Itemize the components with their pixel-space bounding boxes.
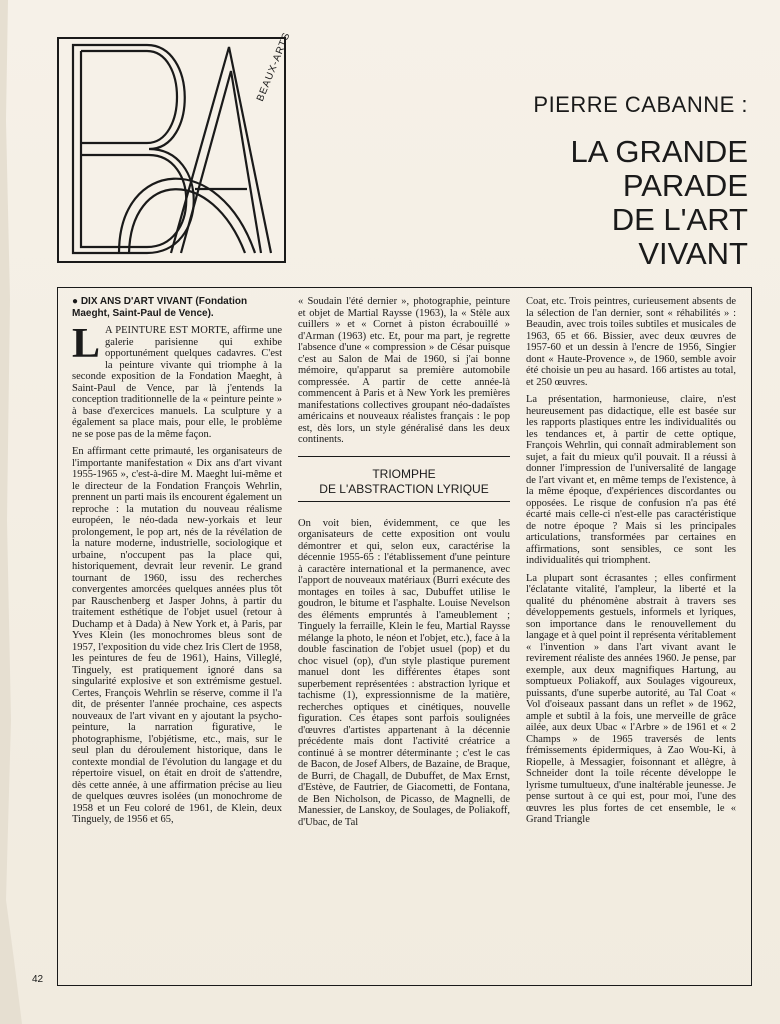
lead-paragraph [72, 321, 282, 440]
body-paragraph: En affirmant cette primauté, les organisateurs de l'importante manifestation « Dix ans d'art vivant 1955-1965 », c'est-à-dire M. Maeght lui-même et le directeur de la Fondation François Wehrlin, prennent un parti mais ils encourent également un reproche : la mutation du nouveau réalisme européen, le néo-dada new-yorkais et leur prolongement, le pop art, nés de la révélation de la nature moderne, industrielle, sociologique et urbaine, n'occupent pas la place qui, historiquement, devrait leur revenir. Le grand tournant de 1960, issu des recherches convergentes amorcées quelques années plus tôt par Rauschenberg et Jasper Johns, à partir du traitement esthétique de l'objet usuel (retour à Duchamp et à Dada) à New York et, à Paris, par Yves Klein (les monochromes bleus sont de 1957, l'exposition du vide chez Iris Clert de 1958, les peintures de feu de 1961), Hains, Villeglé, Tinguely, est pratiquement ignoré dans sa singularité explosive et son extrémisme gestuel. Certes, François Wehrlin se réserve, comme il l'a dit, de présenter l'année prochaine, ces aspects nouveaux de l'art vivant en y ajoutant la psycho-peinture, la narration figurative, le photographisme, l'objétisme, etc., mais, sur le seul plan du déroulement historique, dans le contexte mondial de l'évolution du langage et du répertoire visuel, on était en droit de s'attendre, dès cette année, à une affirmation précise au lieu de quelques œuvres isolées (un monochrome de 1958 et un Feu coloré de 1961, de Klein, deux Tinguely, de 1956 et 65, [72, 446, 282, 825]
beaux-arts-logo [57, 30, 293, 263]
title-line: LA GRANDE [570, 134, 748, 169]
column-3 [526, 296, 736, 980]
section-heading-line: DE L'ABSTRACTION LYRIQUE [319, 481, 489, 496]
logo-label: BEAUX-ARTS [255, 30, 293, 104]
title-line: DE L'ART [611, 202, 748, 237]
article-frame [57, 287, 752, 986]
section-heading [298, 456, 510, 508]
monogram-icon [59, 39, 284, 261]
section-divider [298, 501, 510, 502]
body-paragraph: La plupart sont écrasantes ; elles confirment l'éclatante vitalité, l'ampleur, la liberté et la qualité du phénomène abstrait à travers ses développements gestuels, informels et lyriques, son importance dans le renouvellement du langage et à quel point il représenta véritablement « l'invention » dans l'art vivant avant le revirement réaliste des années 1960. Je pense, par exemple, aux deux magnifiques Hartung, au somptueux Poliakoff, aux Soulages vigoureux, puissants, d'une superbe autorité, au Tal Coat « Vol d'oiseaux passant dans un reflet » de 1962, ample et subtil à la fois, une merveille de grâce ailée, aux deux Ubac « l'Arbre » de 1961 et « 2 Champs » de 1965 traversés de lents frémissements épidermiques, à Zao Wou-Ki, à Riopelle, à Messagier, foisonnant et allègre, à Schneider dont la toile récente développe le lyrisme tumultueux, d'une inaltérable jeunesse. Je pense surtout à ce qui est, pour moi, l'une des œuvres les plus fortes de cet ensemble, le « Grand Triangle [526, 572, 736, 825]
torn-edge [0, 0, 30, 1024]
exhibition-caption: ● DIX ANS D'ART VIVANT (Fondation Maeght, Saint-Paul de Vence). [72, 296, 248, 319]
article-title [488, 135, 748, 271]
body-paragraph: La présentation, harmonieuse, claire, n'est heureusement pas didactique, elle est basée sur les rapports plastiques entre les individualités ou les tendances et, à partir de cette optique, François Wehrlin, qui connaît admirablement son sujet, a fait du mieux qu'il pouvait. Il a réussi à donner l'impression de l'universalité de langage de l'art vivant et, en même temps de l'existence, à la même époque, d'expériences discordantes ou opposées. Le risque de confusion n'a pas été écarté mais celle-ci n'est-elle pas caractéristique de notre époque ? Mais si les principales articulations, transformées par certaines en affirmations, sont sensibles, ce sont les individualités qui triomphent. [526, 394, 736, 566]
lead-text: A PEINTURE EST MORTE, affirme une galerie parisienne qui exhibe opportunément quelques cadavres. C'est la peinture vivante qui triomphe à la seconde exposition de la Fondation Maeght, à Saint-Paul de Vence, par là j'entends la conception traditionnelle de la « peinture peinte » à base d'exercices manuels. La sculpture y a également sa place mais, pour elle, le problème ne se pose pas de la même façon. [72, 325, 282, 440]
column-1 [72, 296, 282, 980]
body-paragraph: « Soudain l'été dernier », photographie, peinture et objet de Martial Raysse (1963), la « Stèle aux cuillers » et « Cornet à piston écrabouillé » d'Arman (1963) etc. Et, pour ma part, je regrette l'absence d'une « compression » de César puisque c'est au Salon de Mai de 1960, si j'ai bonne mémoire, qu'apparut sa première automobile compressée. A partir de cette année-là commencent à Paris et à New York les premières manifestations collectives groupant néo-dadaïstes américains et nouveaux réalistes français : le pop est, dès lors, un style généralisé dans les deux continents. [298, 296, 510, 445]
body-paragraph: Coat, etc. Trois peintres, curieusement absents de la sélection de l'an dernier, sont « réhabilités » : Beaudin, avec trois toiles subtiles et musicales de 1963, 65 et 66. Bissier, avec deux œuvres de 1957-60 et un dessin à l'encre de 1956, Singier dont « Haute-Provence », de 1960, semble avoir été choisie un peu au hasard. 166 artistes au total, et 250 œuvres. [526, 296, 736, 388]
body-paragraph: On voit bien, évidemment, ce que les organisateurs de cette exposition ont voulu démontrer et qui, selon eux, caractérise la décennie 1955-65 : l'établissement d'une peinture à caractère international et la permanence, avec l'apport de nouveaux matériaux (Burri exécute des montages en toiles à sac, Dubuffet utilise le goudron, le bitume et l'asphalte. Louise Nevelson des éléments empruntés à l'ameublement ; Tinguely la ferraille, Klein le feu, Martial Raysse mélange la photo, le néon et l'objet, etc.), face à la double fascination de l'objet usuel (pop) et du choc visuel (op), d'un style plastique purement manuel dont les différentes étapes sont superbement représentées : abstraction lyrique et tachisme (1), expressionnisme de la matière, recherches optiques et cinétiques, nouvelle figuration. Ces étapes sont parfois soulignées d'œuvres d'artistes appartenant à la décennie précédente mais dont l'activité créatrice a continué à se montrer déterminante ; c'est le cas de Bacon, de Josef Albers, de Bazaine, de Braque, de Burri, de Chagall, de Dubuffet, de Max Ernst, d'Estève, de Fautrier, de Giacometti, de Fontana, de Ben Nicholson, de Picasso, de Magnelli, de Manessier, de Lanskoy, de Soulages, de Poliakoff, d'Ubac, de Tal [298, 517, 510, 828]
column-2 [298, 296, 510, 980]
drop-cap: L [72, 321, 101, 367]
title-line: VIVANT [638, 236, 748, 271]
page-number: 42 [32, 974, 44, 985]
title-line: PARADE [622, 168, 748, 203]
author-name: PIERRE CABANNE : [533, 92, 748, 117]
section-heading-line: TRIOMPHE [372, 466, 436, 481]
